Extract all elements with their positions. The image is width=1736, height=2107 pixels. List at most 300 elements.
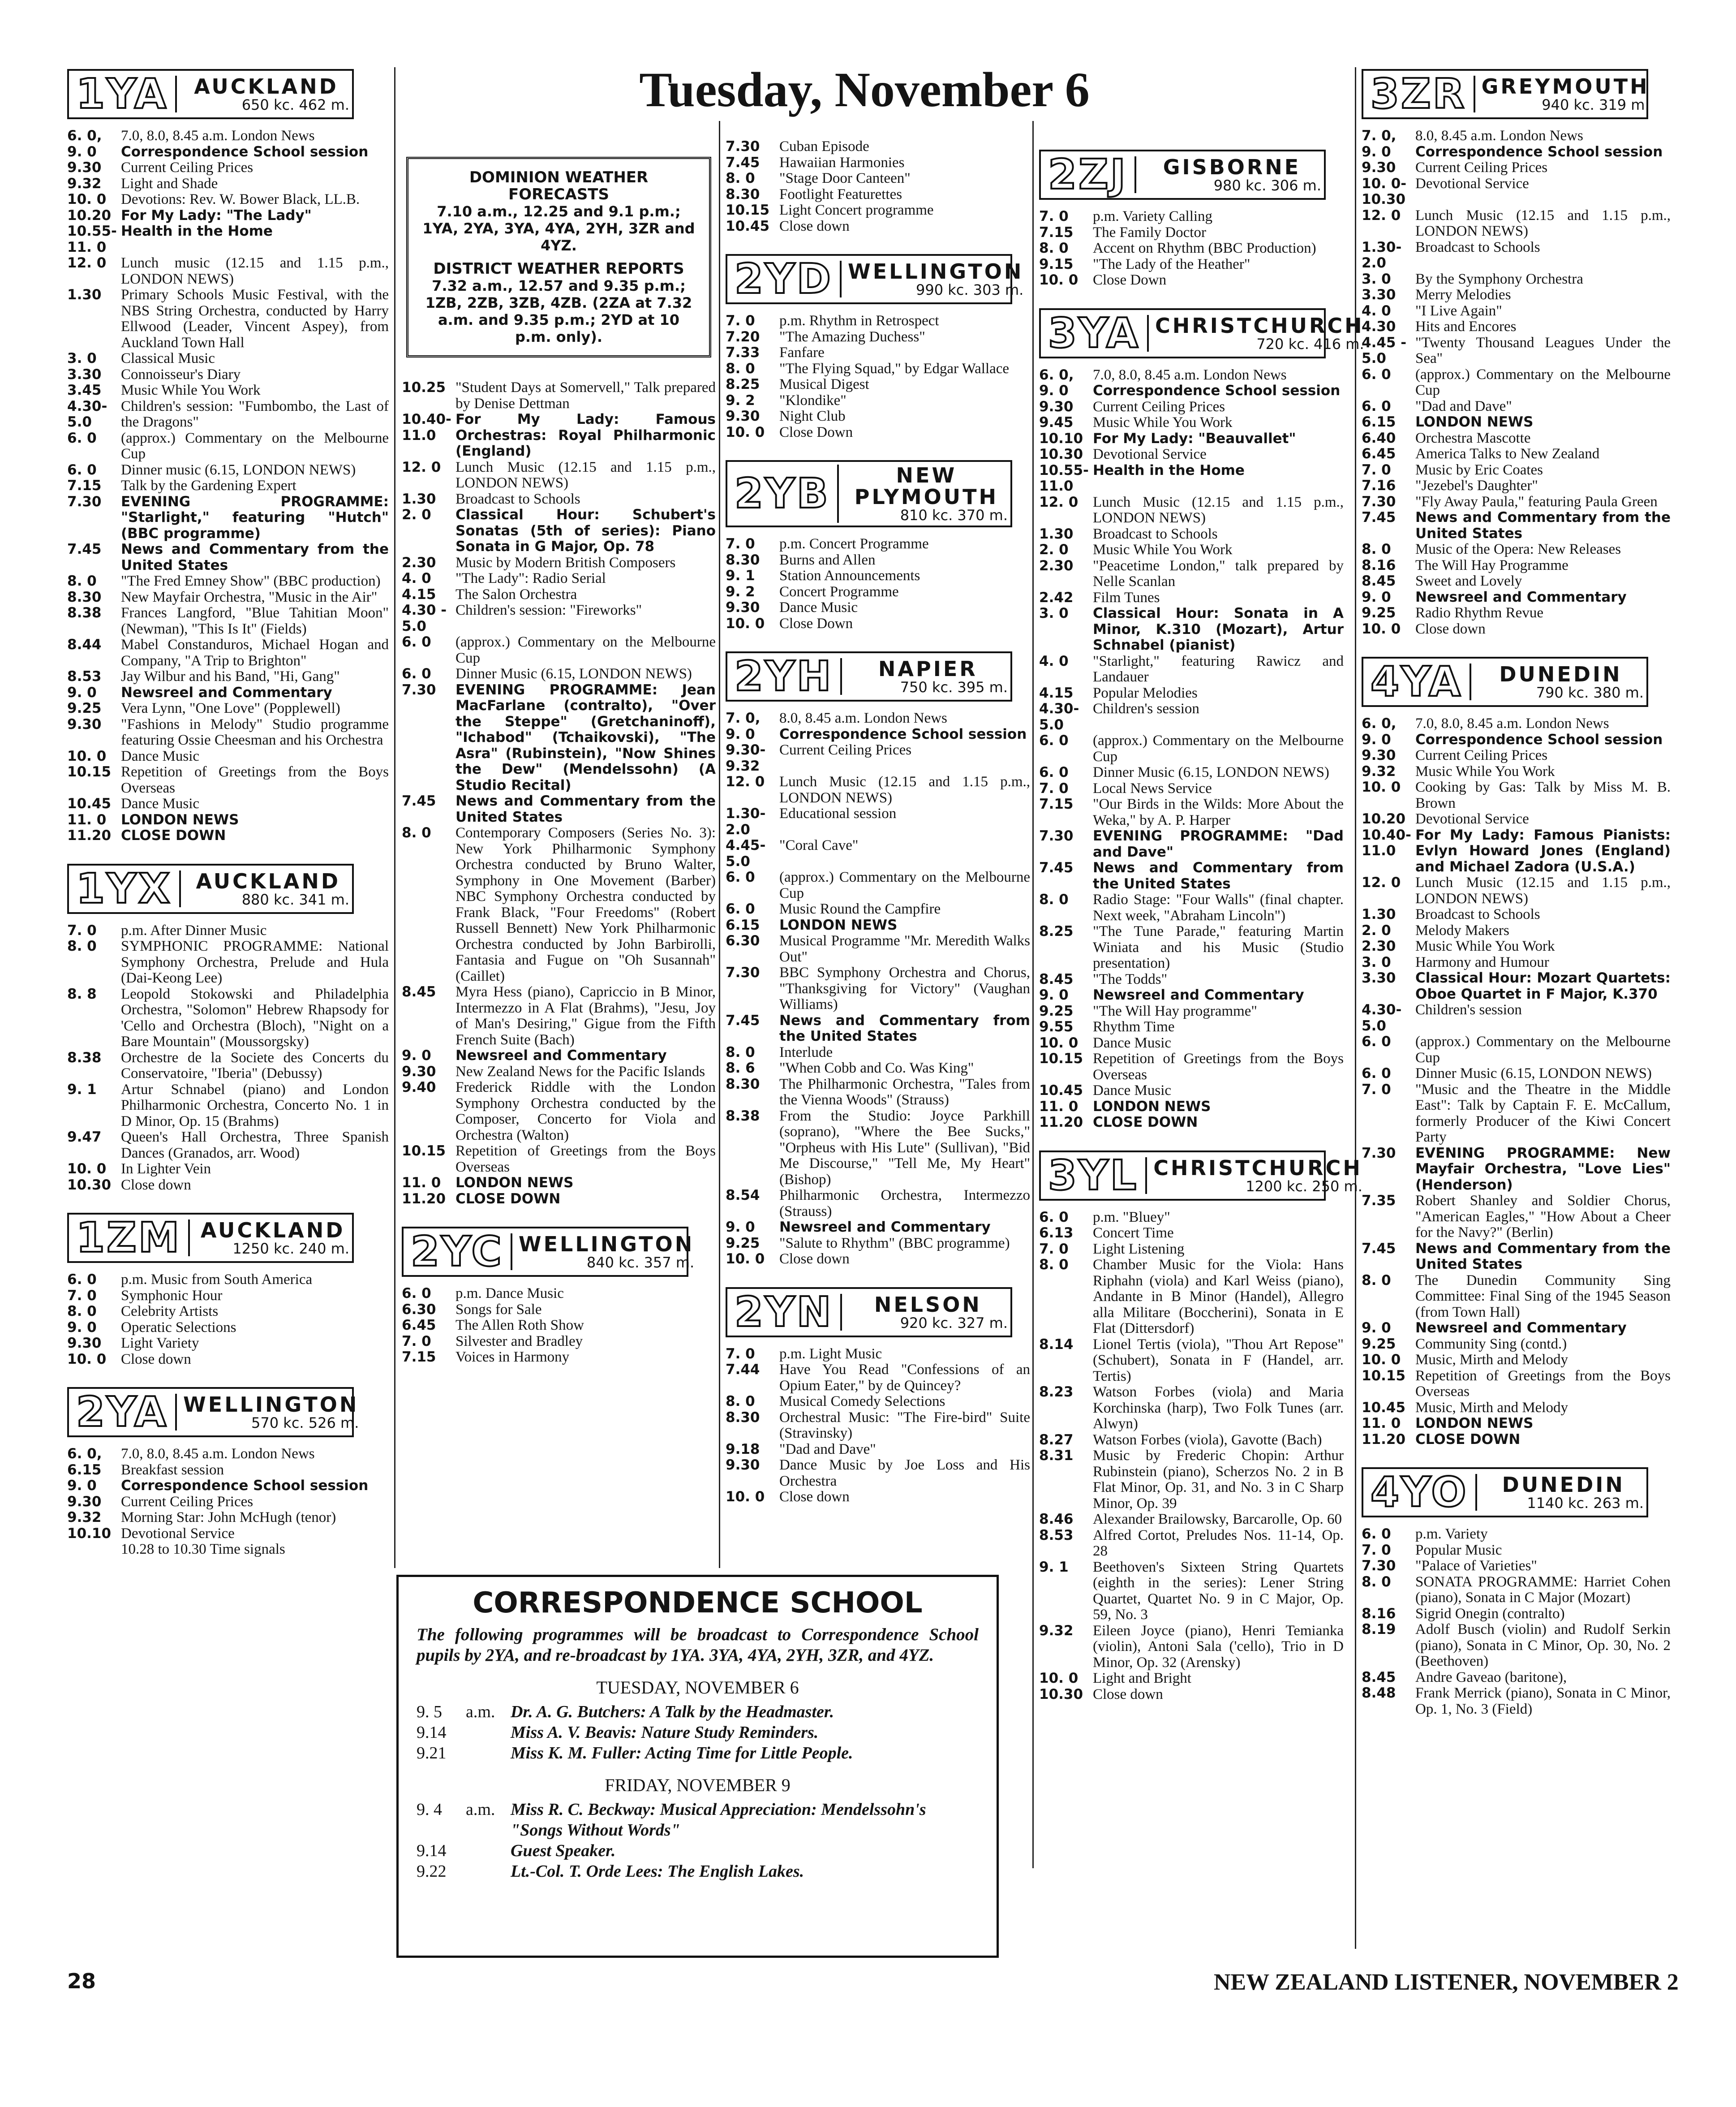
entry-text: Light Listening bbox=[1093, 1241, 1185, 1257]
entry-text: Repetition of Greetings from the Boys Overseas bbox=[455, 1143, 716, 1175]
entry-text: Beethoven's Sixteen String Quartets (eighth in the series): Lener String Quartet, Quartet No. 9 in C Major, Op. 59, No. 3 bbox=[1093, 1559, 1344, 1623]
entry-text: News and Commentary from the United States bbox=[779, 1012, 1030, 1044]
entry-text: p.m. Rhythm in Retrospect bbox=[779, 313, 939, 329]
programme-entry bbox=[1039, 1115, 1344, 1131]
programme-entry bbox=[1039, 1448, 1344, 1512]
programme-entry bbox=[402, 460, 716, 491]
entry-text: Light and Shade bbox=[121, 175, 218, 192]
station-info bbox=[1470, 664, 1644, 700]
programme-entry bbox=[726, 329, 1030, 345]
programme-entry bbox=[1039, 590, 1344, 606]
programme-entry bbox=[1362, 510, 1671, 542]
programme-entry bbox=[67, 812, 389, 828]
entry-text: Robert Shanley and Soldier Chorus, "American Eagles," "How About a Cheer for the Navy?" (Berlin) bbox=[1415, 1193, 1671, 1241]
magazine-footer: NEW ZEALAND LISTENER, NOVEMBER 2 bbox=[1214, 1969, 1679, 1995]
column-4 bbox=[1039, 148, 1364, 1720]
programme-entry bbox=[1039, 225, 1344, 241]
entry-time: 9. 0 bbox=[67, 1319, 97, 1336]
entry-text: Local News Service bbox=[1093, 780, 1212, 797]
entry-time: 6. 0 bbox=[1362, 398, 1391, 414]
entry-time: 11. 0 bbox=[1362, 1415, 1401, 1431]
entry-text: Voices in Harmony bbox=[455, 1349, 570, 1365]
entry-time: 9.30 bbox=[726, 1457, 760, 1473]
programme-entry bbox=[1362, 732, 1671, 748]
entry-time: 8.38 bbox=[726, 1107, 760, 1124]
entry-text: New Mayfair Orchestra, "Music in the Air" bbox=[121, 589, 378, 605]
entry-text: For My Lady: Famous Orchestras: Royal Philharmonic (England) bbox=[455, 411, 716, 459]
programme-entry bbox=[402, 603, 716, 634]
school-entry-time: 9.14 bbox=[417, 1723, 447, 1742]
entry-time: 12. 0 bbox=[1039, 494, 1079, 510]
entry-time: 6. 0 bbox=[726, 869, 755, 885]
entry-time: 9.25 bbox=[1039, 1003, 1074, 1019]
entry-time: 7.30 bbox=[726, 965, 760, 981]
entry-time: 9.30 bbox=[1362, 159, 1396, 176]
entry-text: 10.28 to 10.30 Time signals bbox=[121, 1541, 285, 1557]
call-sign: 2ZJ bbox=[1048, 151, 1127, 198]
programme-entry bbox=[1362, 1670, 1671, 1686]
entry-time: 6.45 bbox=[1362, 446, 1396, 462]
entry-text: Andre Gaveao (baritone), bbox=[1415, 1669, 1567, 1685]
station-header bbox=[1039, 150, 1326, 200]
entry-text: Correspondence School session bbox=[121, 1478, 369, 1494]
station-frequency: 840 kc. 357 m. bbox=[586, 1254, 695, 1271]
programme-entry bbox=[726, 1013, 1030, 1045]
entry-text: The Allen Roth Show bbox=[455, 1317, 584, 1333]
school-entry-title: Guest Speaker. bbox=[511, 1841, 616, 1860]
entry-time: 8. 0 bbox=[402, 825, 431, 841]
station-frequency: 990 kc. 303 m. bbox=[916, 281, 1024, 298]
programme-entry bbox=[1362, 558, 1671, 574]
programme-entry bbox=[67, 717, 389, 749]
entry-text: CLOSE DOWN bbox=[455, 1190, 561, 1207]
entry-text: Concert Time bbox=[1093, 1225, 1174, 1241]
entry-text: Jay Wilbur and his Band, "Hi, Gang" bbox=[121, 668, 340, 685]
entry-time: 8. 0 bbox=[67, 938, 97, 954]
entry-text: Dinner Music (6.15, LONDON NEWS) bbox=[1415, 1065, 1652, 1082]
programme-entry bbox=[67, 224, 389, 255]
programme-entry bbox=[402, 1349, 716, 1366]
programme-entry bbox=[402, 1286, 716, 1302]
entry-time: 10.10 bbox=[1039, 430, 1083, 447]
entry-time: 9.32 bbox=[67, 1509, 102, 1525]
entry-time: 10.30 bbox=[1039, 1686, 1083, 1702]
programme-entry bbox=[402, 1191, 716, 1207]
station-4yo bbox=[1362, 1467, 1671, 1735]
call-sign: 2YB bbox=[735, 470, 830, 517]
programme-entry bbox=[67, 128, 389, 144]
programme-entry bbox=[1039, 257, 1344, 273]
entry-text: Light Variety bbox=[121, 1335, 199, 1351]
entry-text: "The Tune Parade," featuring Martin Winiata and his Music (Studio presentation) bbox=[1093, 923, 1344, 971]
entry-text: (approx.) Commentary on the Melbourne Cup bbox=[455, 634, 716, 666]
entry-time: 10.55-11. 0 bbox=[67, 223, 117, 255]
entry-text: Music While You Work bbox=[1415, 763, 1555, 780]
programme-entry bbox=[1039, 685, 1344, 702]
entry-time: 8.54 bbox=[726, 1187, 760, 1203]
entry-time: 8. 0 bbox=[1039, 240, 1069, 256]
programme-entry bbox=[67, 399, 389, 431]
entry-time: 8.19 bbox=[1362, 1621, 1396, 1637]
entry-text: p.m. Variety bbox=[1415, 1526, 1488, 1542]
programme-entry bbox=[67, 1288, 389, 1304]
entry-text: Repetition of Greetings from the Boys Overseas bbox=[121, 764, 389, 796]
programme-entry bbox=[726, 1060, 1030, 1077]
entry-text: Correspondence School session bbox=[779, 726, 1027, 742]
entry-text: Orchestra Mascotte bbox=[1415, 430, 1531, 446]
programme-entry bbox=[402, 1064, 716, 1080]
programme-entry bbox=[1039, 272, 1344, 289]
school-entry-title: Miss R. C. Beckway: Musical Appreciation: Mendelssohn's "Songs Without Words" bbox=[511, 1800, 926, 1840]
entry-text: Dance Music bbox=[1093, 1034, 1172, 1051]
entry-time: 9.47 bbox=[67, 1129, 102, 1145]
programme-entry bbox=[1362, 1622, 1671, 1670]
programme-entry bbox=[67, 987, 389, 1050]
programme-entry bbox=[726, 203, 1030, 219]
entry-time: 2.30 bbox=[402, 554, 436, 571]
entry-time: 9. 0 bbox=[1362, 731, 1391, 748]
programme-entry bbox=[1039, 701, 1344, 733]
programme-entry bbox=[726, 711, 1030, 727]
weather-heading-dominion: DOMINION WEATHER FORECASTS bbox=[469, 168, 649, 203]
entry-text: SONATA PROGRAMME: Harriet Cohen (piano), Sonata in C Major (Mozart) bbox=[1415, 1573, 1671, 1606]
column-rule bbox=[719, 121, 720, 1568]
programme-entry bbox=[402, 634, 716, 666]
entry-text: EVENING PROGRAMME: Jean MacFarlane (contralto), "Over the Steppe" (Gretchaninoff), "Ichabod" (Tchaikovski), "The Asra" (Rubinstein), "Now Shines the Dew" (Mendelssohn) (A Studio Recital) bbox=[455, 681, 716, 793]
programme-entry bbox=[67, 160, 389, 176]
programme-entry bbox=[67, 383, 389, 399]
programme-entry bbox=[726, 1077, 1030, 1108]
entry-text: Broadcast to Schools bbox=[1415, 239, 1540, 255]
entry-text: Eileen Joyce (piano), Henri Temianka (violin), Antoni Sala ('cello), Trio in D Minor, Op. 32 (Arensky) bbox=[1093, 1622, 1344, 1671]
entry-text: Current Ceiling Prices bbox=[1093, 398, 1225, 415]
entry-time: 9.30 bbox=[402, 1063, 436, 1080]
entry-text: Lunch Music (12.15 and 1.15 p.m., LONDON NEWS) bbox=[455, 459, 716, 491]
call-sign: 3ZR bbox=[1371, 70, 1466, 118]
entry-text: Close down bbox=[779, 1251, 850, 1267]
programme-entry bbox=[1362, 1416, 1671, 1432]
entry-text: Newsreel and Commentary bbox=[1415, 1320, 1627, 1336]
programme-entry bbox=[726, 1362, 1030, 1394]
programme-entry bbox=[726, 616, 1030, 632]
programme-entry bbox=[67, 637, 389, 669]
entry-text: For My Lady: "The Lady" bbox=[121, 207, 312, 224]
entry-time: 8. 0 bbox=[1362, 541, 1391, 557]
entry-time: 6. 0 bbox=[67, 1271, 97, 1288]
programme-entry bbox=[1039, 1083, 1344, 1099]
station-city: DUNEDIN bbox=[1499, 662, 1622, 686]
station-frequency: 1250 kc. 240 m. bbox=[232, 1240, 349, 1257]
programme-entry bbox=[1362, 494, 1671, 510]
entry-time: 12. 0 bbox=[726, 774, 765, 790]
programme-entry bbox=[1362, 1320, 1671, 1336]
station-2yb bbox=[726, 460, 1030, 650]
entry-text: Philharmonic Orchestra, Intermezzo (Strauss) bbox=[779, 1187, 1030, 1219]
entry-time: 8.16 bbox=[1362, 557, 1396, 573]
entry-time: 8. 0 bbox=[67, 573, 97, 589]
programme-entry bbox=[1362, 1526, 1671, 1543]
school-friday-list bbox=[417, 1799, 979, 1882]
entry-time: 8.45 bbox=[1362, 573, 1396, 589]
station-city: WELLINGTON bbox=[183, 1392, 359, 1417]
programme-entry bbox=[1362, 1034, 1671, 1066]
entry-time: 7. 0 bbox=[1362, 1542, 1391, 1558]
call-sign: 2YN bbox=[735, 1288, 833, 1336]
programme-entry bbox=[1039, 1225, 1344, 1241]
entry-text: Hawaiian Harmonies bbox=[779, 154, 905, 171]
programme-entry bbox=[1362, 128, 1671, 144]
entry-time: 8.38 bbox=[67, 1049, 102, 1066]
entry-text: "Dad and Dave" bbox=[1415, 398, 1512, 414]
column-5 bbox=[1362, 67, 1671, 1735]
entry-time: 2.30 bbox=[1362, 938, 1396, 954]
station-2yc-continued bbox=[726, 139, 1030, 252]
entry-time: 10.40-11.0 bbox=[1362, 827, 1411, 859]
call-sign: 3YL bbox=[1048, 1151, 1139, 1199]
entry-text: Music, Mirth and Melody bbox=[1415, 1352, 1568, 1368]
entry-text: Devotional Service bbox=[1415, 811, 1529, 827]
entry-time: 6. 0, bbox=[1039, 366, 1074, 383]
entry-text: "The Lady": Radio Serial bbox=[455, 570, 606, 586]
entry-text: "The Todds" bbox=[1093, 971, 1168, 987]
entry-text: Sweet and Lovely bbox=[1415, 573, 1522, 589]
entry-time: 10. 0 bbox=[726, 424, 765, 440]
entry-time: 10. 0 bbox=[726, 1251, 765, 1267]
entry-time: 1.30-2.0 bbox=[1362, 239, 1402, 271]
entry-time: 8. 0 bbox=[726, 1393, 755, 1409]
programme-entry bbox=[1039, 383, 1344, 399]
school-entry-ampm bbox=[466, 1840, 511, 1861]
programme-entry bbox=[1039, 1004, 1344, 1020]
entry-text: 7.0, 8.0, 8.45 a.m. London News bbox=[1415, 715, 1609, 732]
station-frequency: 920 kc. 327 m. bbox=[900, 1314, 1008, 1331]
entry-time: 9.30 bbox=[67, 1493, 102, 1510]
call-sign: 2YA bbox=[76, 1388, 168, 1436]
entry-text: "Salute to Rhythm" (BBC programme) bbox=[779, 1235, 1010, 1251]
entry-time: 7.30 bbox=[1362, 1558, 1396, 1574]
programme-entry bbox=[67, 1352, 389, 1368]
entry-time: 6. 0, bbox=[1362, 715, 1397, 732]
entry-text: Footlight Featurettes bbox=[779, 186, 902, 203]
programme-entry bbox=[402, 682, 716, 794]
entry-text: Light and Bright bbox=[1093, 1670, 1191, 1686]
entry-text: The Family Doctor bbox=[1093, 224, 1206, 241]
entry-time: 10.30 bbox=[67, 1176, 112, 1193]
entry-time: 10.45 bbox=[1039, 1082, 1083, 1099]
entry-time: 12. 0 bbox=[67, 255, 107, 271]
programme-entry bbox=[1362, 875, 1671, 907]
programme-entry bbox=[67, 1177, 389, 1194]
station-frequency: 750 kc. 395 m. bbox=[900, 679, 1008, 696]
entry-text: Close down bbox=[779, 1489, 850, 1505]
entry-text: 8.0, 8.45 a.m. London News bbox=[1415, 128, 1583, 144]
entry-text: Songs for Sale bbox=[455, 1301, 542, 1318]
programme-entry bbox=[1039, 1432, 1344, 1448]
programme-entry bbox=[67, 669, 389, 685]
entry-time: 9.30-9.32 bbox=[726, 742, 766, 774]
programme-entry bbox=[67, 1161, 389, 1177]
entry-time: 10.20 bbox=[1362, 811, 1406, 827]
entry-text: p.m. After Dinner Music bbox=[121, 922, 267, 939]
station-info bbox=[1475, 1474, 1644, 1511]
station-header bbox=[726, 460, 1012, 527]
entry-time: 7.45 bbox=[67, 541, 102, 557]
entry-text: Rhythm Time bbox=[1093, 1019, 1175, 1035]
entry-text: Radio Rhythm Revue bbox=[1415, 605, 1543, 621]
station-frequency: 1140 kc. 263 m. bbox=[1527, 1495, 1644, 1512]
school-entry-time: 9. 4 bbox=[417, 1800, 442, 1819]
entry-text: Close Down bbox=[779, 424, 853, 440]
entry-text: Alexander Brailowsky, Barcarolle, Op. 60 bbox=[1093, 1511, 1342, 1527]
station-2yh bbox=[726, 651, 1030, 1285]
entry-text: Classical Hour: Mozart Quartets: Oboe Quartet in F Major, K.370 bbox=[1415, 970, 1671, 1002]
station-header bbox=[1039, 308, 1364, 358]
call-sign: 1YA bbox=[76, 70, 168, 118]
call-sign: 4YO bbox=[1371, 1468, 1468, 1516]
programme-entry bbox=[67, 351, 389, 367]
entry-text: Artur Schnabel (piano) and London Philharmonic Orchestra, Concerto No. 1 in D Minor, Op. 15 (Brahms) bbox=[121, 1081, 389, 1129]
entry-text: Frank Merrick (piano), Sonata in C Minor, Op. 1, No. 3 (Field) bbox=[1415, 1685, 1671, 1717]
programme-entry bbox=[1039, 1241, 1344, 1258]
entry-time: 7.45 bbox=[726, 154, 760, 171]
entry-time: 7. 0 bbox=[1039, 208, 1069, 224]
programme-entry bbox=[726, 377, 1030, 393]
programme-entry bbox=[1362, 621, 1671, 638]
entry-time: 7. 0 bbox=[67, 922, 97, 939]
entry-time: 7. 0 bbox=[402, 1333, 431, 1349]
entry-time: 6. 0, bbox=[67, 128, 102, 144]
programme-entry bbox=[67, 764, 389, 796]
call-sign: 2YH bbox=[735, 652, 833, 700]
station-header bbox=[67, 1213, 354, 1263]
entry-text: Talk by the Gardening Expert bbox=[121, 478, 296, 494]
entry-text: Children's session: "Fumbombo, the Last of the Dragons" bbox=[121, 398, 389, 430]
entry-text: America Talks to New Zealand bbox=[1415, 446, 1600, 462]
school-heading: CORRESPONDENCE SCHOOL bbox=[473, 1586, 923, 1620]
entry-text: EVENING PROGRAMME: "Dad and Dave" bbox=[1093, 828, 1344, 860]
programme-entry bbox=[1362, 303, 1671, 319]
programme-entry bbox=[1362, 208, 1671, 240]
programme-entry bbox=[67, 478, 389, 494]
entry-time: 7. 0 bbox=[1362, 1081, 1391, 1098]
entry-text: Popular Music bbox=[1415, 1542, 1502, 1558]
entry-time: 7.15 bbox=[1039, 224, 1074, 241]
station-header bbox=[67, 69, 354, 119]
programme-entry bbox=[1039, 1560, 1344, 1623]
entry-time: 7.15 bbox=[402, 1349, 436, 1365]
entry-text: Vera Lynn, "One Love" (Popplewell) bbox=[121, 700, 340, 716]
programme-entry bbox=[1362, 1543, 1671, 1559]
entry-time: 6.15 bbox=[67, 1461, 102, 1478]
programme-entry bbox=[1362, 319, 1671, 335]
station-info bbox=[840, 1294, 1008, 1331]
weather-district-times: 7.32 a.m., 12.57 and 9.35 p.m.; 1ZB, 2ZB, 3ZB, 4ZB. (2ZA at 7.32 a.m. and 9.35 p.m.; 2YD at 10 p.m. only). bbox=[425, 277, 692, 345]
programme-entry bbox=[67, 542, 389, 573]
programme-entry bbox=[1039, 860, 1344, 892]
programme-entry bbox=[402, 666, 716, 682]
entry-text: Adolf Busch (violin) and Rudolf Serkin (piano), Sonata in C Minor, Op. 30, No. 2 (Beethoven) bbox=[1415, 1621, 1671, 1669]
entry-time: 2.30 bbox=[1039, 557, 1074, 574]
entry-text: Musical Comedy Selections bbox=[779, 1393, 945, 1409]
entry-text: p.m. Music from South America bbox=[121, 1271, 313, 1288]
programme-entry bbox=[402, 555, 716, 571]
entry-text: Interlude bbox=[779, 1044, 833, 1060]
entry-time: 9. 1 bbox=[1039, 1559, 1069, 1575]
programme-entry bbox=[1039, 209, 1344, 225]
entry-time: 8.30 bbox=[726, 186, 760, 203]
station-header bbox=[1362, 1467, 1648, 1517]
station-city: WELLINGTON bbox=[848, 259, 1024, 284]
programme-entry bbox=[1362, 1273, 1671, 1321]
station-city: GREYMOUTH bbox=[1481, 74, 1650, 99]
programme-entry bbox=[67, 1494, 389, 1510]
programme-entry bbox=[1039, 765, 1344, 781]
station-2ya bbox=[67, 1387, 389, 1576]
school-entry-ampm bbox=[466, 1743, 511, 1763]
entry-time: 7.44 bbox=[726, 1362, 760, 1378]
entry-time: 8.53 bbox=[67, 668, 102, 685]
entry-text: (approx.) Commentary on the Melbourne Cup bbox=[1415, 1034, 1671, 1066]
entry-time: 3. 0 bbox=[1362, 271, 1391, 287]
entry-time: 6. 0 bbox=[1362, 1065, 1391, 1082]
entry-time: 9.30 bbox=[726, 408, 760, 424]
entry-time: 3.30 bbox=[1362, 970, 1396, 986]
programme-entry bbox=[726, 171, 1030, 187]
entry-time: 7.35 bbox=[1362, 1193, 1396, 1209]
programme-entry bbox=[1362, 1558, 1671, 1574]
school-entry-ampm: a.m. bbox=[466, 1800, 495, 1819]
entry-text: "The Amazing Duchess" bbox=[779, 328, 925, 345]
programme-entry bbox=[1039, 1528, 1344, 1560]
station-city: CHRISTCHURCH bbox=[1153, 1155, 1362, 1180]
entry-text: Orchestral Music: "The Fire-bird" Suite (Stravinsky) bbox=[779, 1409, 1030, 1441]
entry-time: 10.15 bbox=[402, 1143, 446, 1159]
programme-entry bbox=[67, 287, 389, 351]
entry-text: Newsreel and Commentary bbox=[779, 1219, 991, 1235]
entry-time: 1.30-2.0 bbox=[726, 806, 766, 838]
school-entry-title: Miss A. V. Beavis: Nature Study Reminders. bbox=[511, 1723, 819, 1742]
entry-text: Musical Digest bbox=[779, 376, 869, 392]
entry-time: 10. 0 bbox=[1039, 1034, 1079, 1051]
programme-entry bbox=[1039, 1099, 1344, 1115]
column-3 bbox=[726, 139, 1030, 1523]
programme-entry bbox=[1362, 367, 1671, 399]
school-entry-title: Miss K. M. Fuller: Acting Time for Little People. bbox=[511, 1744, 853, 1762]
programme-entry bbox=[1362, 446, 1671, 462]
programme-entry bbox=[1362, 907, 1671, 923]
entry-time: 7.33 bbox=[726, 345, 760, 361]
entry-text: Current Ceiling Prices bbox=[1415, 159, 1548, 176]
programme-entry bbox=[1362, 176, 1671, 208]
entry-time: 1.30 bbox=[1039, 526, 1074, 542]
call-sign: 1YX bbox=[76, 864, 172, 913]
programme-entry bbox=[1362, 462, 1671, 478]
programme-entry bbox=[1039, 828, 1344, 860]
entry-text: News and Commentary from the United States bbox=[455, 793, 716, 825]
entry-text: "Our Birds in the Wilds: More About the Weka," by A. P. Harper bbox=[1093, 796, 1344, 828]
programme-entry bbox=[726, 1188, 1030, 1219]
column-rule bbox=[1032, 121, 1034, 1868]
entry-text: Primary Schools Music Festival, with the NBS String Orchestra, conducted by Harry Ellwood (Leader, Vincent Aspey), from Auckland Town Hall bbox=[121, 287, 389, 351]
programme-entry bbox=[1039, 924, 1344, 972]
entry-time: 7.45 bbox=[402, 793, 436, 809]
entry-time: 11.20 bbox=[402, 1190, 446, 1207]
entry-time: 10.45 bbox=[726, 218, 770, 234]
entry-time: 2. 0 bbox=[1362, 922, 1391, 939]
entry-text: p.m. Dance Music bbox=[455, 1285, 564, 1301]
programme-entry bbox=[726, 313, 1030, 329]
programme-entry bbox=[1039, 1623, 1344, 1671]
